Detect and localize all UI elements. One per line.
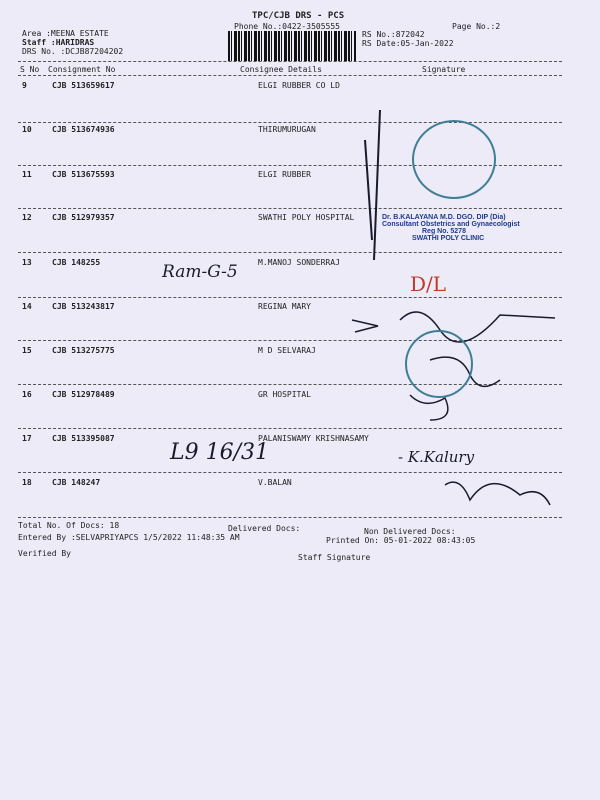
row-consignee: SWATHI POLY HOSPITAL (258, 213, 355, 222)
rs-date: RS Date:05-Jan-2022 (362, 39, 454, 48)
document-title: TPC/CJB DRS - PCS (252, 11, 345, 21)
tick-mark (352, 320, 378, 332)
row-consignment: CJB 148255 (52, 258, 101, 267)
hospital-stamp-doctor: Dr. B.KALAYANA M.D. DGO. DIP (Dia) (382, 214, 506, 221)
delivery-line (365, 110, 380, 260)
phone-number: Phone No.:0422-3505555 (234, 22, 340, 31)
row-sno: 13 (22, 258, 32, 267)
area-label: Area :MEENA ESTATE (22, 29, 109, 38)
row-consignee: PALANISWAMY KRISHNASAMY (258, 434, 369, 443)
row-consignee: M.MANOJ SONDERRAJ (258, 258, 340, 267)
row-consignee: M D SELVARAJ (258, 346, 316, 355)
row-consignment: CJB 513659617 (52, 81, 115, 90)
non-delivered-docs: Non Delivered Docs: (364, 527, 456, 536)
row-consignment: CJB 513675593 (52, 170, 115, 179)
drs-number: DRS No. :DCJB87204202 (22, 47, 124, 56)
row-sno: 10 (22, 125, 32, 134)
row-sno: 16 (22, 390, 32, 399)
hospital-stamp-clinic: SWATHI POLY CLINIC (412, 235, 485, 242)
signature-16 (410, 395, 448, 420)
col-consignment: Consignment No (48, 65, 116, 74)
rs-number: RS No.:872042 (362, 30, 425, 39)
staff-label: Staff :HARIDRAS (22, 38, 95, 47)
company-stamp (412, 120, 496, 199)
row-consignment: CJB 513243817 (52, 302, 115, 311)
entered-by: Entered By :SELVAPRIYAPCS 1/5/2022 11:48:35 AM (18, 533, 240, 542)
printed-on: Printed On: 05-01-2022 08:43:05 (326, 536, 476, 545)
row-consignee: THIRUMURUGAN (258, 125, 316, 134)
col-signature: Signature (422, 65, 466, 74)
row-consignment: CJB 513275775 (52, 346, 115, 355)
row-consignee: ELGI RUBBER CO LD (258, 81, 340, 90)
dl-mark: D/L (410, 272, 447, 296)
row-sno: 18 (22, 478, 32, 487)
row-sno: 9 (22, 81, 27, 90)
row-consignment: CJB 512979357 (52, 213, 115, 222)
signature-17: - K.Kalury (398, 448, 475, 466)
row-consignee: GR HOSPITAL (258, 390, 311, 399)
col-consignee: Consignee Details (240, 65, 322, 74)
associates-stamp (405, 330, 473, 398)
hospital-stamp (382, 214, 520, 242)
note-row-13: Ram-G-5 (162, 262, 238, 282)
row-consignee: REGINA MARY (258, 302, 311, 311)
delivered-docs: Delivered Docs: (228, 524, 301, 533)
signature-18 (445, 482, 550, 505)
col-sno: S No (20, 65, 40, 74)
row-consignee: V.BALAN (258, 478, 292, 487)
row-sno: 11 (22, 170, 32, 179)
hospital-stamp-title: Consultant Obstetrics and Gynaecologist (382, 221, 520, 228)
hospital-stamp-reg: Reg No. 5278 (422, 228, 466, 235)
page-number: Page No.:2 (452, 22, 501, 31)
row-consignment: CJB 513395087 (52, 434, 115, 443)
note-row-17: L9 16/31 (170, 440, 269, 465)
row-sno: 14 (22, 302, 32, 311)
row-consignment: CJB 148247 (52, 478, 101, 487)
verified-by: Verified By (18, 549, 71, 558)
row-consignment: CJB 512978489 (52, 390, 115, 399)
row-sno: 17 (22, 434, 32, 443)
row-sno: 12 (22, 213, 32, 222)
row-sno: 15 (22, 346, 32, 355)
staff-signature: Staff Signature (298, 553, 371, 562)
total-docs: Total No. Of Docs: 18 (18, 521, 120, 530)
row-consignee: ELGI RUBBER (258, 170, 311, 179)
row-consignment: CJB 513674936 (52, 125, 115, 134)
